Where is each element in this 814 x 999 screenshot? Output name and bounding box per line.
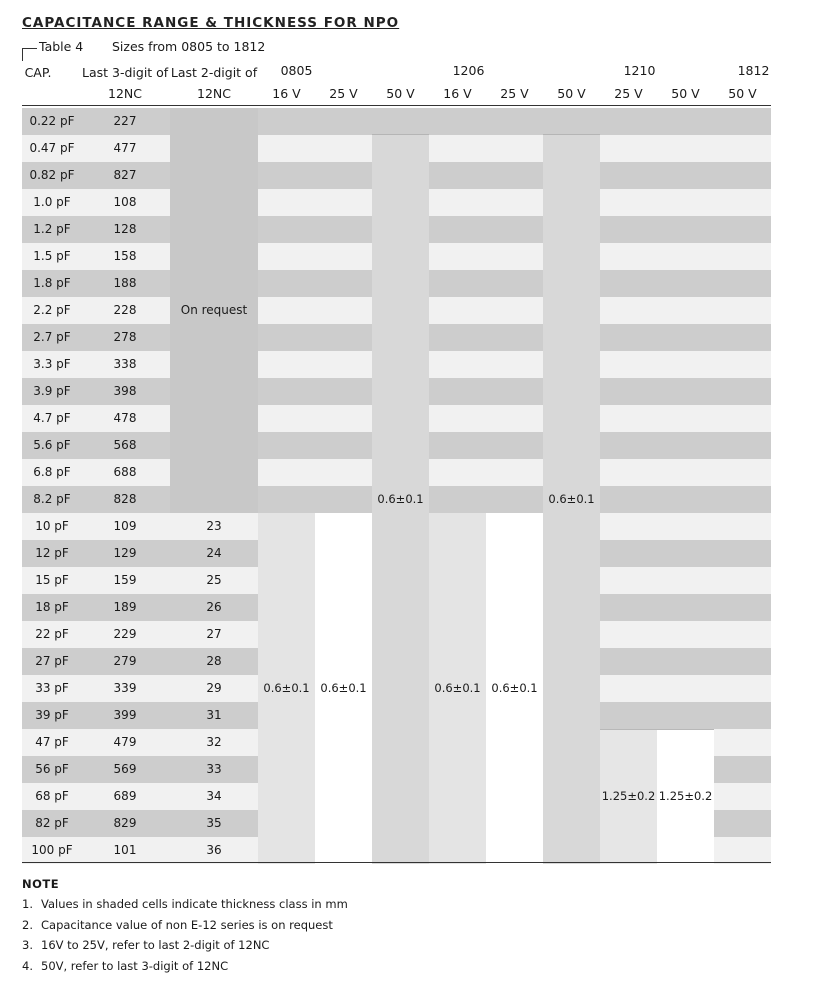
nc2-value: 24 bbox=[206, 546, 222, 560]
nc3-value: 477 bbox=[113, 141, 137, 155]
nc3-value: 229 bbox=[113, 627, 137, 641]
note-number: 2. bbox=[22, 917, 33, 932]
header-voltage: 50 V bbox=[386, 86, 415, 101]
nc3-value: 129 bbox=[113, 546, 137, 560]
cap-value: 5.6 pF bbox=[33, 438, 71, 452]
cap-value: 6.8 pF bbox=[33, 465, 71, 479]
cap-value: 100 pF bbox=[31, 843, 73, 857]
note-item bbox=[22, 918, 333, 932]
cap-value: 1.0 pF bbox=[33, 195, 71, 209]
cap-value: 10 pF bbox=[35, 519, 69, 533]
cap-value: 22 pF bbox=[35, 627, 69, 641]
cap-value: 56 pF bbox=[35, 762, 69, 776]
nc3-value: 338 bbox=[113, 357, 137, 371]
on-request-label: On request bbox=[180, 303, 248, 317]
nc2-value: 35 bbox=[206, 816, 222, 830]
note-item bbox=[22, 938, 269, 952]
table-label: Table 4 bbox=[39, 39, 84, 54]
nc2-value: 25 bbox=[206, 573, 222, 587]
note-heading: NOTE bbox=[22, 877, 60, 891]
note-text: 16V to 25V, refer to last 2-digit of 12NC bbox=[41, 938, 270, 952]
nc3-value: 159 bbox=[113, 573, 137, 587]
cap-value: 2.7 pF bbox=[33, 330, 71, 344]
note-item bbox=[22, 897, 348, 911]
nc3-value: 101 bbox=[113, 843, 137, 857]
nc3-value: 689 bbox=[113, 789, 137, 803]
nc2-value: 23 bbox=[206, 519, 222, 533]
note-number: 3. bbox=[22, 938, 33, 952]
nc3-value: 189 bbox=[113, 600, 137, 614]
nc3-value: 188 bbox=[113, 276, 137, 290]
thickness-block-cap bbox=[543, 108, 600, 135]
header-voltage: 50 V bbox=[728, 86, 757, 101]
cap-value: 0.22 pF bbox=[29, 114, 75, 128]
nc2-value: 36 bbox=[206, 843, 222, 857]
cap-value: 3.9 pF bbox=[33, 384, 71, 398]
cap-value: 18 pF bbox=[35, 600, 69, 614]
note-text: Values in shaded cells indicate thickness class in mm bbox=[41, 897, 348, 911]
header-voltage: 16 V bbox=[443, 86, 472, 101]
header-last3-line2: 12NC bbox=[108, 86, 142, 101]
cap-value: 27 pF bbox=[35, 654, 69, 668]
header-voltage: 16 V bbox=[272, 86, 301, 101]
nc2-value: 27 bbox=[206, 627, 222, 641]
nc3-value: 108 bbox=[113, 195, 137, 209]
header-voltage: 25 V bbox=[614, 86, 643, 101]
page-title: CAPACITANCE RANGE & THICKNESS FOR NPO bbox=[22, 15, 400, 31]
cap-value: 82 pF bbox=[35, 816, 69, 830]
header-last3-line1: Last 3-digit of bbox=[82, 65, 169, 80]
header-size-0805: 0805 bbox=[280, 63, 313, 78]
nc3-value: 827 bbox=[113, 168, 137, 182]
nc2-value: 29 bbox=[206, 681, 222, 695]
nc2-value: 26 bbox=[206, 600, 222, 614]
nc3-value: 398 bbox=[113, 384, 137, 398]
cap-value: 0.82 pF bbox=[29, 168, 75, 182]
header-last2-line2: 12NC bbox=[197, 86, 231, 101]
header-size-1812: 1812 bbox=[737, 63, 770, 78]
nc3-value: 339 bbox=[113, 681, 137, 695]
cap-value: 12 pF bbox=[35, 546, 69, 560]
header-voltage: 25 V bbox=[329, 86, 358, 101]
block-divider bbox=[600, 729, 714, 730]
nc3-value: 828 bbox=[113, 492, 137, 506]
cap-value: 39 pF bbox=[35, 708, 69, 722]
cap-value: 2.2 pF bbox=[33, 303, 71, 317]
cap-value: 47 pF bbox=[35, 735, 69, 749]
note-text: 50V, refer to last 3-digit of 12NC bbox=[41, 958, 229, 973]
thickness-label: 0.6±0.1 bbox=[320, 681, 367, 695]
nc3-value: 568 bbox=[113, 438, 137, 452]
thickness-label: 1.25±0.2 bbox=[658, 789, 713, 803]
note-number: 4. bbox=[22, 958, 33, 973]
cap-value: 4.7 pF bbox=[33, 411, 71, 425]
cap-value: 33 pF bbox=[35, 681, 69, 695]
nc3-value: 279 bbox=[113, 654, 137, 668]
note-number: 1. bbox=[22, 897, 33, 911]
table-bottom-rule bbox=[22, 862, 771, 863]
nc3-value: 569 bbox=[113, 762, 137, 776]
nc3-value: 278 bbox=[113, 330, 137, 344]
nc2-value: 33 bbox=[206, 762, 222, 776]
cap-value: 1.8 pF bbox=[33, 276, 71, 290]
nc2-value: 28 bbox=[206, 654, 222, 668]
nc2-value: 31 bbox=[206, 708, 222, 722]
cap-value: 15 pF bbox=[35, 573, 69, 587]
thickness-label: 0.6±0.1 bbox=[263, 681, 310, 695]
nc2-value: 34 bbox=[206, 789, 222, 803]
nc3-value: 228 bbox=[113, 303, 137, 317]
nc3-value: 109 bbox=[113, 519, 137, 533]
cap-value: 68 pF bbox=[35, 789, 69, 803]
header-voltage: 50 V bbox=[671, 86, 700, 101]
table-subtitle: Sizes from 0805 to 1812 bbox=[112, 39, 266, 54]
thickness-label: 0.6±0.1 bbox=[434, 681, 481, 695]
nc3-value: 227 bbox=[113, 114, 137, 128]
thickness-label: 0.6±0.1 bbox=[491, 681, 538, 695]
header-voltage: 25 V bbox=[500, 86, 529, 101]
nc2-value: 32 bbox=[206, 735, 222, 749]
thickness-label: 1.25±0.2 bbox=[601, 789, 656, 803]
nc3-value: 399 bbox=[113, 708, 137, 722]
note-text: Capacitance value of non E-12 series is on request bbox=[41, 917, 333, 932]
thickness-block-cap bbox=[372, 108, 429, 135]
cap-value: 1.5 pF bbox=[33, 249, 71, 263]
header-size-1206: 1206 bbox=[452, 63, 485, 78]
nc3-value: 158 bbox=[113, 249, 137, 263]
note-item bbox=[22, 959, 228, 973]
cap-value: 0.47 pF bbox=[29, 141, 75, 155]
header-voltage: 50 V bbox=[557, 86, 586, 101]
thickness-label: 0.6±0.1 bbox=[548, 492, 595, 506]
nc3-value: 478 bbox=[113, 411, 137, 425]
thickness-label: 0.6±0.1 bbox=[377, 492, 424, 506]
header-cap: CAP. bbox=[24, 65, 52, 80]
cap-value: 8.2 pF bbox=[33, 492, 71, 506]
nc3-value: 479 bbox=[113, 735, 137, 749]
header-size-1210: 1210 bbox=[623, 63, 656, 78]
cap-value: 3.3 pF bbox=[33, 357, 71, 371]
nc3-value: 688 bbox=[113, 465, 137, 479]
nc3-value: 128 bbox=[113, 222, 137, 236]
nc3-value: 829 bbox=[113, 816, 137, 830]
header-last2-line1: Last 2-digit of bbox=[170, 65, 258, 80]
cap-value: 1.2 pF bbox=[33, 222, 71, 236]
